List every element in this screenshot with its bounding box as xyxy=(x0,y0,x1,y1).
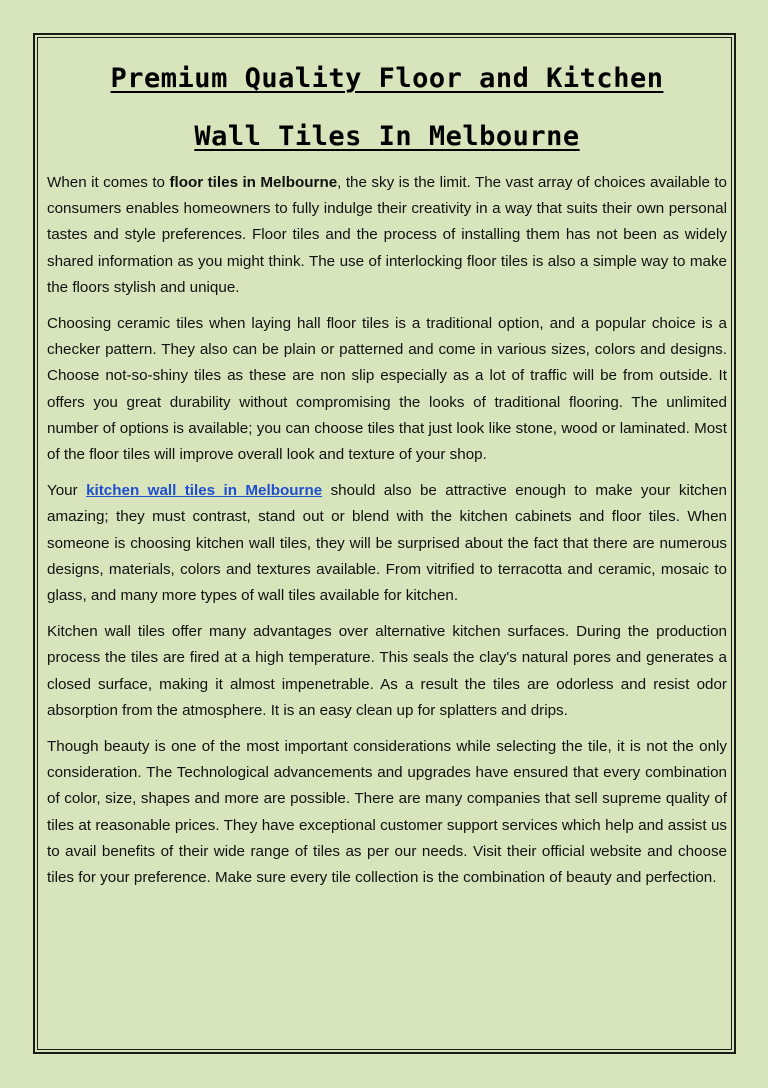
paragraph-3-intro: Your xyxy=(47,482,87,500)
paragraph-1-intro: When it comes to xyxy=(47,174,170,191)
document-title xyxy=(47,50,727,166)
paragraph-3 xyxy=(47,478,727,609)
kitchen-wall-tiles-link[interactable]: kitchen wall tiles in Melbourne xyxy=(86,482,323,500)
title-line-1: Premium Quality Floor and Kitchen xyxy=(110,63,664,94)
document-body xyxy=(47,50,727,901)
paragraph-1 xyxy=(47,170,727,301)
paragraph-2: Choosing ceramic tiles when laying hall floor tiles is a traditional option, and a popular choice is a checker pattern. They also can be plain or patterned and come in various sizes, colors and designs. Choose not-so-shiny tiles as these are non slip especially as a lot of traffic will be from outside. It offers you great durability without compromising the looks of traditional flooring. The unlimited number of options is available; you can choose tiles that just look like stone, wood or laminated. Most of the floor tiles will improve overall look and texture of your shop. xyxy=(47,315,727,464)
paragraph-3-rest: should also be attractive enough to make your kitchen amazing; they must contrast, stand out or blend with the kitchen cabinets and floor tiles. When someone is choosing kitchen wall tiles, they will be surprised about the fact that there are numerous designs, materials, colors and textures available. From vitrified to terracotta and ceramic, mosaic to glass, and many more types of wall tiles available for kitchen. xyxy=(47,482,727,605)
paragraph-1-rest: , the sky is the limit. The vast array of choices available to consumers enables homeowners to fully indulge their creativity in a way that suits their own personal tastes and style preferences. Floor tiles and the process of installing them has not been as widely shared information as you might think. The use of interlocking floor tiles is also a simple way to make the floors stylish and unique. xyxy=(47,174,727,296)
paragraph-1-keyword: floor tiles in Melbourne xyxy=(169,174,338,191)
paragraph-5: Though beauty is one of the most important considerations while selecting the tile, it is not the only consideration. The Technological advancements and upgrades have ensured that every combination of color, size, shapes and more are possible. There are many companies that sell supreme quality of tiles at reasonable prices. They have exceptional customer support services which help and assist us to avail benefits of their wide range of tiles as per our needs. Visit their official website and choose tiles for your preference. Make sure every tile collection is the combination of beauty and perfection. xyxy=(47,738,727,887)
paragraph-4: Kitchen wall tiles offer many advantages over alternative kitchen surfaces. During the production process the tiles are fired at a high temperature. This seals the clay's natural pores and generates a closed surface, making it almost impenetrable. As a result the tiles are odorless and resist odor absorption from the atmosphere. It is an easy clean up for splatters and drips. xyxy=(47,623,727,719)
title-line-2: Wall Tiles In Melbourne xyxy=(194,121,580,152)
